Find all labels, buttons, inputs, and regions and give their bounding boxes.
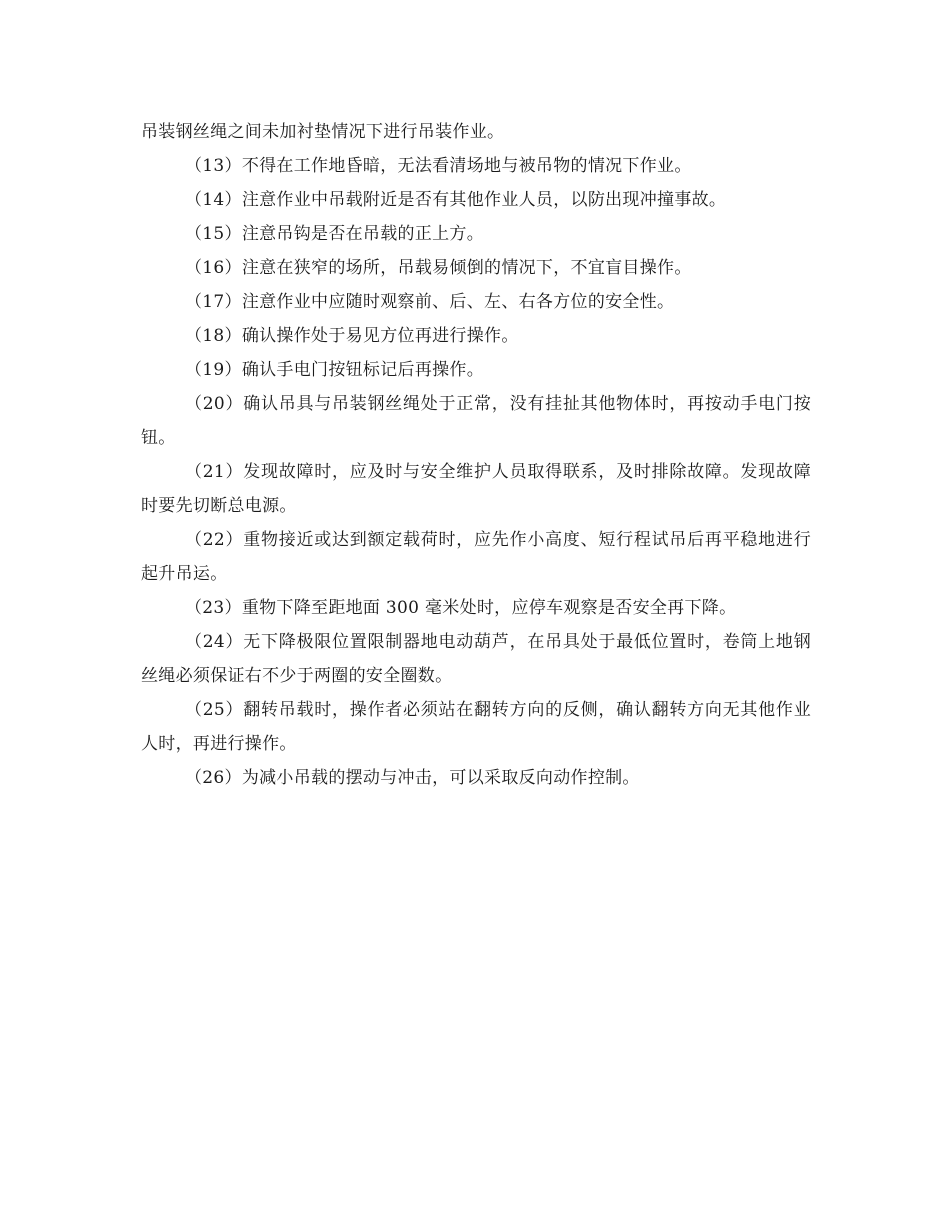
paragraph-item-19: （19）确认手电门按钮标记后再操作。 (185, 360, 485, 380)
paragraph-item-18: （18）确认操作处于易见方位再进行操作。 (185, 326, 519, 346)
paragraph-item-22: （22）重物接近或达到额定载荷时，应先作小高度、短行程试吊后再平稳地进行起升吊运。 (141, 530, 811, 584)
paragraph-item-14: （14）注意作业中吊载附近是否有其他作业人员，以防出现冲撞事故。 (185, 190, 727, 210)
paragraph-continuation: 吊装钢丝绳之间未加衬垫情况下进行吊装作业。 (141, 122, 505, 142)
paragraph-item-20: （20）确认吊具与吊装钢丝绳处于正常，没有挂扯其他物体时，再按动手电门按钮。 (141, 394, 811, 448)
paragraph-item-15: （15）注意吊钩是否在吊载的正上方。 (185, 224, 485, 244)
paragraph-item-25: （25）翻转吊载时，操作者必须站在翻转方向的反侧，确认翻转方向无其他作业人时，再进行操作。 (141, 700, 811, 754)
paragraph-item-17: （17）注意作业中应随时观察前、后、左、右各方位的安全性。 (185, 292, 675, 312)
document-body (141, 115, 811, 795)
paragraph-item-24: （24）无下降极限位置限制器地电动葫芦，在吊具处于最低位置时，卷筒上地钢丝绳必须保证右不少于两圈的安全圈数。 (141, 632, 811, 686)
paragraph-item-21: （21）发现故障时，应及时与安全维护人员取得联系，及时排除故障。发现故障时要先切断总电源。 (141, 462, 811, 516)
paragraph-item-13: （13）不得在工作地昏暗，无法看清场地与被吊物的情况下作业。 (185, 156, 692, 176)
paragraph-item-23: （23）重物下降至距地面 300 毫米处时，应停车观察是否安全再下降。 (185, 598, 737, 618)
paragraph-item-16: （16）注意在狭窄的场所，吊载易倾倒的情况下，不宜盲目操作。 (185, 258, 692, 278)
paragraph-item-26: （26）为减小吊载的摆动与冲击，可以采取反向动作控制。 (185, 768, 640, 788)
